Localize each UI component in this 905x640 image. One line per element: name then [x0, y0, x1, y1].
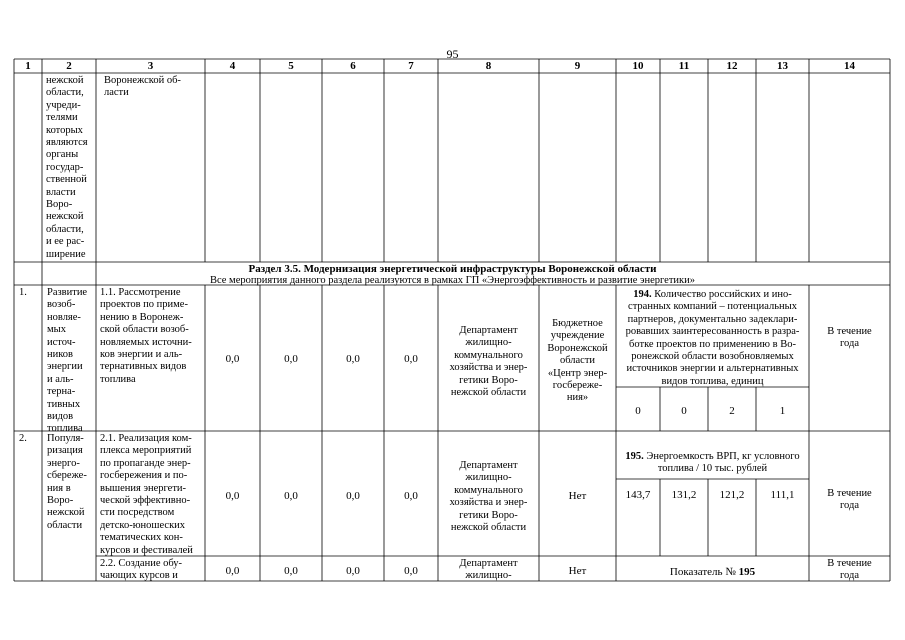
section-title: Раздел 3.5. Модернизация энергетической инфраструктуры Воронежской области — [248, 263, 657, 275]
column-header: 9 — [574, 60, 581, 72]
indicator-value: 121,2 — [719, 489, 745, 501]
indicator-text: 194. Количество российских и ино- странных компаний – потенциальных партнеров, документально задеклари- ровавших заинтересованность в разра- ботке проектов по применению в Во- ронежской области возобновляемых источников энергии и альтернативных видов топлива, единиц — [625, 289, 800, 387]
column-header: 10 — [632, 60, 644, 72]
term-text: В течение года — [827, 488, 872, 512]
measure-text: 1.1. Рассмотрение проектов по приме- нению в Воронеж- ской области возоб- новляемых источни- ков энергии и аль- тернативных видов топлива — [100, 287, 192, 385]
funding-value: 0,0 — [284, 565, 298, 577]
funding-value: 0,0 — [225, 353, 240, 365]
participant-text: Нет — [568, 565, 587, 577]
indicator-reference-number: 195 — [738, 566, 756, 578]
executor-text: Департамент жилищно- коммунального хозяйства и энер- гетики Воро- нежской области — [449, 325, 528, 399]
column-header: 12 — [726, 60, 738, 72]
column-header: 3 — [147, 60, 154, 72]
indicator-reference: Показатель № 195 — [669, 566, 756, 578]
column-header: 14 — [844, 60, 855, 72]
indicator-value: 131,2 — [671, 489, 697, 501]
term-text: В течение года — [827, 326, 872, 350]
row-number: 1. — [19, 287, 27, 298]
funding-value: 0,0 — [284, 490, 298, 502]
section-subtitle: Все мероприятия данного раздела реализуются в рамках ГП «Энергоэффективность и развитие энергетики» — [209, 275, 696, 286]
column-header: 7 — [408, 60, 414, 72]
column-header: 11 — [678, 60, 690, 72]
indicator-value: 0 — [681, 405, 687, 417]
funding-value: 0,0 — [346, 353, 360, 365]
column-header: 1 — [25, 60, 31, 72]
page-number: 95 — [446, 47, 459, 61]
continuation-task-text: нежской области, учреди- телями которых являются органы государ- ственной власти Воро- нежской области, и ее рас- ширение — [46, 75, 88, 260]
funding-value: 0,0 — [404, 490, 418, 502]
funding-value: 0,0 — [404, 565, 418, 577]
column-header: 4 — [229, 60, 236, 72]
funding-value: 0,0 — [284, 353, 298, 365]
task-text: Развитие возоб- новляе- мых источ- ников энергии и аль- терна- тивных видов топлива — [47, 287, 88, 435]
funding-value: 0,0 — [404, 353, 418, 365]
funding-value: 0,0 — [346, 490, 360, 502]
row-number: 2. — [19, 433, 27, 444]
participant-text: Нет — [568, 490, 587, 502]
column-header: 5 — [288, 60, 294, 72]
funding-value: 0,0 — [225, 565, 240, 577]
executor-text: Департамент жилищно- коммунального хозяйства и энер- гетики Воро- нежской области — [449, 460, 528, 534]
column-header: 2 — [66, 60, 72, 72]
executor-text: Департамент жилищно- — [459, 558, 518, 582]
column-header: 13 — [777, 60, 788, 72]
participant-text: Бюджетное учреждение Воронежской области «Центр энер- госбереже- ния» — [547, 318, 608, 404]
column-header: 6 — [350, 60, 356, 72]
continuation-measure-text: Воронежской об- ласти — [104, 75, 181, 99]
indicator-number: 195. — [625, 451, 644, 462]
indicator-text: 195. Энергоемкость ВРП, кг условного топлива / 10 тыс. рублей — [625, 451, 800, 475]
funding-value: 0,0 — [346, 565, 360, 577]
indicator-value: 2 — [729, 405, 735, 417]
column-header: 8 — [485, 60, 492, 72]
indicator-value: 1 — [779, 405, 786, 417]
funding-value: 0,0 — [225, 490, 240, 502]
indicator-value: 0 — [635, 405, 641, 417]
indicator-number: 194. — [633, 289, 652, 300]
indicator-value: 111,1 — [770, 489, 795, 501]
indicator-value: 143,7 — [625, 489, 651, 501]
measure-text: 2.1. Реализация ком- плекса мероприятий по пропаганде энер- госбережения и по- вышения энергети- ческой эффективно- сти посредством детско-юношеских тематических кон- курсов и фестивалей — [100, 433, 193, 556]
term-text: В течение года — [827, 558, 872, 582]
measure-text: 2.2. Создание обу- чающих курсов и — [100, 558, 183, 582]
task-text: Популя- ризация энерго- сбереже- ния в Воро- нежской области — [47, 433, 87, 531]
